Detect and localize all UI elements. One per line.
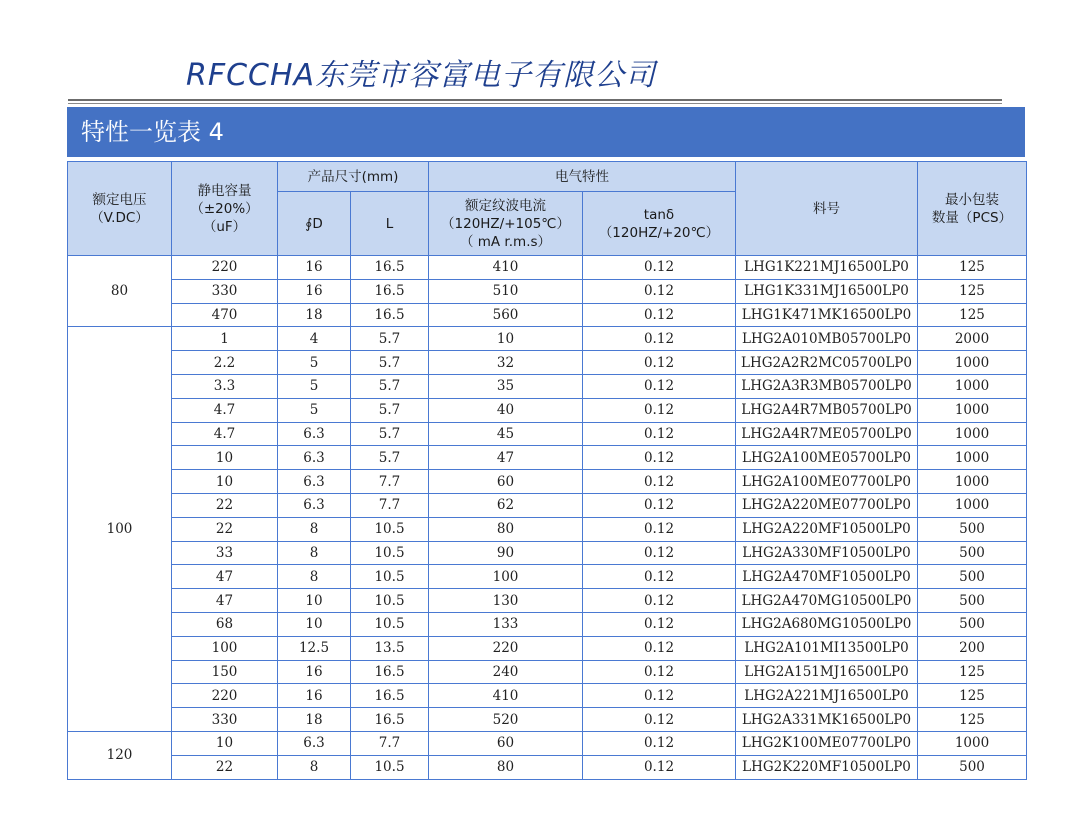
cell-diameter: 5 — [278, 398, 351, 422]
cell-ripple: 410 — [429, 256, 583, 280]
cell-min-pack: 200 — [918, 636, 1027, 660]
cell-part-no: LHG2A331MK16500LP0 — [736, 708, 918, 732]
cell-part-no: LHG2A101MI13500LP0 — [736, 636, 918, 660]
cell-tan: 0.12 — [583, 684, 736, 708]
cell-tan: 0.12 — [583, 589, 736, 613]
cell-min-pack: 125 — [918, 708, 1027, 732]
cell-part-no: LHG2A220MF10500LP0 — [736, 517, 918, 541]
cell-min-pack: 500 — [918, 541, 1027, 565]
spec-table — [67, 161, 1027, 780]
cell-min-pack: 1000 — [918, 374, 1027, 398]
cell-capacitance: 150 — [172, 660, 278, 684]
table-row — [68, 256, 1027, 280]
table-row — [68, 422, 1027, 446]
header-capacitance: 静电容量 （±20%） （uF） — [172, 162, 278, 256]
cell-part-no: LHG2A4R7MB05700LP0 — [736, 398, 918, 422]
table-row — [68, 755, 1027, 779]
cell-part-no: LHG2A4R7ME05700LP0 — [736, 422, 918, 446]
table-row — [68, 303, 1027, 327]
cell-diameter: 6.3 — [278, 446, 351, 470]
cell-part-no: LHG2A221MJ16500LP0 — [736, 684, 918, 708]
cell-length: 16.5 — [351, 279, 429, 303]
cell-min-pack: 1000 — [918, 493, 1027, 517]
cell-capacitance: 4.7 — [172, 422, 278, 446]
table-row — [68, 470, 1027, 494]
cell-min-pack: 500 — [918, 565, 1027, 589]
cell-capacitance: 10 — [172, 470, 278, 494]
cell-tan: 0.12 — [583, 731, 736, 755]
cell-diameter: 5 — [278, 351, 351, 375]
cell-ripple: 35 — [429, 374, 583, 398]
table-row — [68, 708, 1027, 732]
cell-min-pack: 125 — [918, 279, 1027, 303]
table-row — [68, 398, 1027, 422]
cell-length: 10.5 — [351, 565, 429, 589]
cell-capacitance: 330 — [172, 279, 278, 303]
table-row — [68, 279, 1027, 303]
cell-tan: 0.12 — [583, 422, 736, 446]
header-electrical: 电气特性 — [429, 162, 736, 192]
cell-part-no: LHG2A010MB05700LP0 — [736, 327, 918, 351]
cell-diameter: 8 — [278, 755, 351, 779]
cell-length: 10.5 — [351, 517, 429, 541]
cell-length: 5.7 — [351, 351, 429, 375]
cell-diameter: 18 — [278, 708, 351, 732]
cell-part-no: LHG2A100ME07700LP0 — [736, 470, 918, 494]
cell-voltage: 100 — [68, 327, 172, 732]
cell-diameter: 16 — [278, 684, 351, 708]
cell-min-pack: 500 — [918, 517, 1027, 541]
table-row — [68, 660, 1027, 684]
cell-tan: 0.12 — [583, 708, 736, 732]
cell-tan: 0.12 — [583, 327, 736, 351]
cell-diameter: 6.3 — [278, 731, 351, 755]
cell-capacitance: 470 — [172, 303, 278, 327]
cell-capacitance: 3.3 — [172, 374, 278, 398]
cell-tan: 0.12 — [583, 493, 736, 517]
cell-ripple: 40 — [429, 398, 583, 422]
cell-tan: 0.12 — [583, 374, 736, 398]
cell-min-pack: 500 — [918, 755, 1027, 779]
cell-length: 13.5 — [351, 636, 429, 660]
cell-capacitance: 33 — [172, 541, 278, 565]
header-min-pack: 最小包装 数量（PCS） — [918, 162, 1027, 256]
cell-tan: 0.12 — [583, 256, 736, 280]
header-size-d: ∮D — [278, 192, 351, 256]
cell-length: 5.7 — [351, 327, 429, 351]
cell-min-pack: 500 — [918, 589, 1027, 613]
cell-diameter: 16 — [278, 279, 351, 303]
cell-ripple: 410 — [429, 684, 583, 708]
cell-diameter: 18 — [278, 303, 351, 327]
cell-length: 10.5 — [351, 541, 429, 565]
cell-length: 10.5 — [351, 589, 429, 613]
table-row — [68, 684, 1027, 708]
table-row — [68, 517, 1027, 541]
cell-capacitance: 2.2 — [172, 351, 278, 375]
cell-length: 5.7 — [351, 446, 429, 470]
header-tan: tanδ （120HZ/+20℃） — [583, 192, 736, 256]
cell-capacitance: 330 — [172, 708, 278, 732]
cell-ripple: 45 — [429, 422, 583, 446]
cell-ripple: 220 — [429, 636, 583, 660]
header-ripple: 额定纹波电流 （120HZ/+105℃） （ mA r.m.s） — [429, 192, 583, 256]
cell-min-pack: 1000 — [918, 351, 1027, 375]
cell-ripple: 90 — [429, 541, 583, 565]
cell-min-pack: 500 — [918, 612, 1027, 636]
table-row — [68, 493, 1027, 517]
cell-diameter: 6.3 — [278, 470, 351, 494]
table-row — [68, 327, 1027, 351]
cell-capacitance: 47 — [172, 565, 278, 589]
cell-ripple: 100 — [429, 565, 583, 589]
cell-min-pack: 1000 — [918, 422, 1027, 446]
cell-length: 16.5 — [351, 708, 429, 732]
cell-min-pack: 2000 — [918, 327, 1027, 351]
cell-min-pack: 1000 — [918, 731, 1027, 755]
cell-min-pack: 125 — [918, 660, 1027, 684]
cell-capacitance: 220 — [172, 256, 278, 280]
cell-capacitance: 22 — [172, 493, 278, 517]
cell-diameter: 4 — [278, 327, 351, 351]
cell-ripple: 560 — [429, 303, 583, 327]
cell-length: 5.7 — [351, 374, 429, 398]
cell-ripple: 510 — [429, 279, 583, 303]
cell-diameter: 12.5 — [278, 636, 351, 660]
section-banner: 特性一览表 4 — [67, 107, 1025, 157]
cell-tan: 0.12 — [583, 517, 736, 541]
cell-length: 10.5 — [351, 755, 429, 779]
cell-diameter: 10 — [278, 612, 351, 636]
header-size: 产品尺寸(mm) — [278, 162, 429, 192]
cell-capacitance: 1 — [172, 327, 278, 351]
cell-min-pack: 125 — [918, 684, 1027, 708]
cell-ripple: 240 — [429, 660, 583, 684]
cell-tan: 0.12 — [583, 755, 736, 779]
cell-tan: 0.12 — [583, 279, 736, 303]
cell-ripple: 47 — [429, 446, 583, 470]
cell-diameter: 10 — [278, 589, 351, 613]
cell-part-no: LHG2A100ME05700LP0 — [736, 446, 918, 470]
cell-part-no: LHG2A220ME07700LP0 — [736, 493, 918, 517]
cell-diameter: 6.3 — [278, 493, 351, 517]
cell-length: 10.5 — [351, 612, 429, 636]
cell-tan: 0.12 — [583, 541, 736, 565]
cell-length: 16.5 — [351, 684, 429, 708]
cell-min-pack: 125 — [918, 303, 1027, 327]
cell-diameter: 8 — [278, 565, 351, 589]
cell-min-pack: 1000 — [918, 446, 1027, 470]
table-row — [68, 589, 1027, 613]
cell-tan: 0.12 — [583, 636, 736, 660]
table-row — [68, 351, 1027, 375]
title-rule-thin — [68, 103, 1002, 104]
cell-capacitance: 47 — [172, 589, 278, 613]
cell-part-no: LHG2A470MG10500LP0 — [736, 589, 918, 613]
cell-voltage: 80 — [68, 256, 172, 327]
cell-capacitance: 10 — [172, 446, 278, 470]
cell-diameter: 8 — [278, 517, 351, 541]
cell-diameter: 6.3 — [278, 422, 351, 446]
header-part-no: 料号 — [736, 162, 918, 256]
cell-part-no: LHG2K220MF10500LP0 — [736, 755, 918, 779]
cell-length: 16.5 — [351, 660, 429, 684]
cell-capacitance: 10 — [172, 731, 278, 755]
table-row — [68, 374, 1027, 398]
cell-voltage: 120 — [68, 731, 172, 779]
cell-ripple: 62 — [429, 493, 583, 517]
company-title: RFCCHA东莞市容富电子有限公司 — [186, 58, 657, 93]
cell-tan: 0.12 — [583, 351, 736, 375]
cell-part-no: LHG2A330MF10500LP0 — [736, 541, 918, 565]
cell-capacitance: 22 — [172, 517, 278, 541]
cell-diameter: 16 — [278, 256, 351, 280]
cell-capacitance: 22 — [172, 755, 278, 779]
cell-tan: 0.12 — [583, 446, 736, 470]
cell-tan: 0.12 — [583, 398, 736, 422]
cell-length: 7.7 — [351, 731, 429, 755]
cell-length: 5.7 — [351, 422, 429, 446]
cell-capacitance: 100 — [172, 636, 278, 660]
table-row — [68, 731, 1027, 755]
cell-part-no: LHG2A680MG10500LP0 — [736, 612, 918, 636]
cell-part-no: LHG1K331MJ16500LP0 — [736, 279, 918, 303]
cell-capacitance: 220 — [172, 684, 278, 708]
cell-length: 5.7 — [351, 398, 429, 422]
cell-capacitance: 4.7 — [172, 398, 278, 422]
cell-ripple: 60 — [429, 731, 583, 755]
cell-length: 16.5 — [351, 303, 429, 327]
cell-diameter: 8 — [278, 541, 351, 565]
table-body — [68, 256, 1027, 780]
cell-ripple: 10 — [429, 327, 583, 351]
cell-diameter: 16 — [278, 660, 351, 684]
cell-tan: 0.12 — [583, 470, 736, 494]
cell-ripple: 520 — [429, 708, 583, 732]
cell-tan: 0.12 — [583, 612, 736, 636]
cell-part-no: LHG2A151MJ16500LP0 — [736, 660, 918, 684]
cell-capacitance: 68 — [172, 612, 278, 636]
cell-ripple: 130 — [429, 589, 583, 613]
cell-ripple: 133 — [429, 612, 583, 636]
cell-ripple: 32 — [429, 351, 583, 375]
cell-part-no: LHG2A3R3MB05700LP0 — [736, 374, 918, 398]
header-size-l: L — [351, 192, 429, 256]
cell-min-pack: 1000 — [918, 470, 1027, 494]
table-row — [68, 446, 1027, 470]
cell-part-no: LHG2A2R2MC05700LP0 — [736, 351, 918, 375]
cell-diameter: 5 — [278, 374, 351, 398]
cell-min-pack: 125 — [918, 256, 1027, 280]
cell-ripple: 80 — [429, 517, 583, 541]
cell-tan: 0.12 — [583, 660, 736, 684]
table-row — [68, 612, 1027, 636]
table-row — [68, 565, 1027, 589]
cell-length: 7.7 — [351, 493, 429, 517]
cell-length: 7.7 — [351, 470, 429, 494]
cell-part-no: LHG2A470MF10500LP0 — [736, 565, 918, 589]
table-row — [68, 541, 1027, 565]
cell-tan: 0.12 — [583, 303, 736, 327]
cell-part-no: LHG1K471MK16500LP0 — [736, 303, 918, 327]
cell-ripple: 60 — [429, 470, 583, 494]
header-voltage: 额定电压 （V.DC） — [68, 162, 172, 256]
cell-length: 16.5 — [351, 256, 429, 280]
cell-part-no: LHG1K221MJ16500LP0 — [736, 256, 918, 280]
table-row — [68, 636, 1027, 660]
cell-ripple: 80 — [429, 755, 583, 779]
title-rule-thick — [68, 99, 1002, 101]
cell-min-pack: 1000 — [918, 398, 1027, 422]
cell-part-no: LHG2K100ME07700LP0 — [736, 731, 918, 755]
cell-tan: 0.12 — [583, 565, 736, 589]
